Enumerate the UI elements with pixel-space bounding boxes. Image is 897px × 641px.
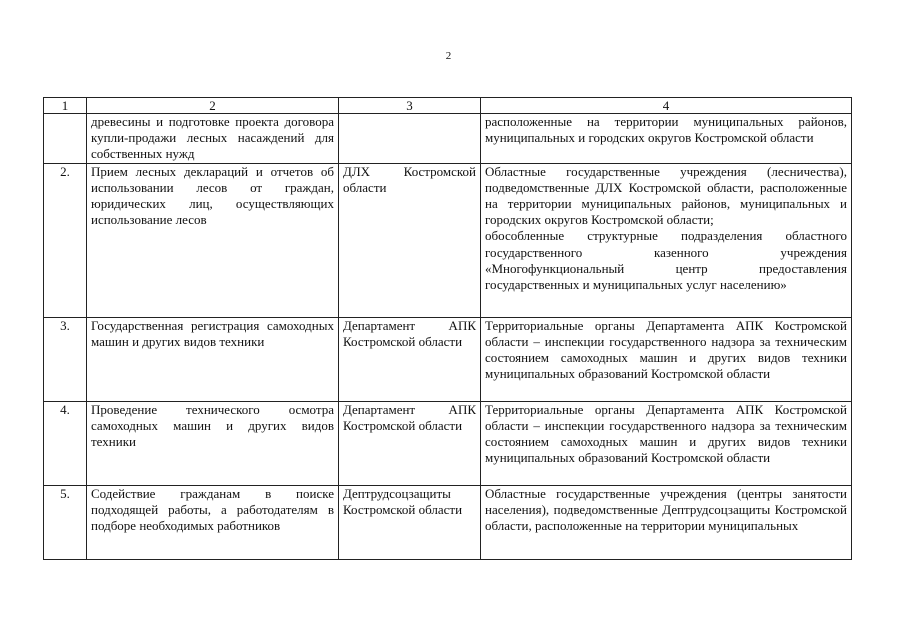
table-row [44, 317, 852, 401]
authority-cell [339, 114, 481, 164]
table-row [44, 114, 852, 164]
header-cell: 3 [339, 98, 481, 114]
page-number: 2 [445, 50, 452, 62]
row-number: 4. [44, 401, 87, 485]
providers-cell: расположенные на территории муниципальных районов, муниципальных и городских округов Костромской области [481, 114, 852, 164]
header-cell: 2 [87, 98, 339, 114]
table-row [44, 163, 852, 317]
authority-cell: Департамент АПК Костромской области [339, 401, 481, 485]
service-cell: древесины и подготовке проекта договора купли-продажи лесных насаждений для собственных нужд [87, 114, 339, 164]
service-cell: Проведение технического осмотра самоходных машин и других видов техники [87, 401, 339, 485]
row-number: 3. [44, 317, 87, 401]
providers-cell: Территориальные органы Департамента АПК Костромской области – инспекции государственного надзора за техническим состоянием самоходных машин и других видов техники муниципальных образований Костромской области [481, 317, 852, 401]
service-cell: Государственная регистрация самоходных машин и других видов техники [87, 317, 339, 401]
header-cell: 4 [481, 98, 852, 114]
providers-cell: Областные государственные учреждения (центры занятости населения), подведомственные Дептрудсоцзащиты Костромской области, расположенные на территории муниципальных [481, 485, 852, 585]
table-row [44, 401, 852, 485]
providers-cell: Территориальные органы Департамента АПК Костромской области – инспекции государственного надзора за техническим состоянием самоходных машин и других видов техники муниципальных образований Костромской области [481, 401, 852, 485]
services-table [43, 97, 852, 586]
providers-paragraph: Областные государственные учреждения (лесничества), подведомственные ДЛХ Костромской области, расположенные на территории муниципальных районов, муниципальных и городских округов Костромской области; [485, 163, 847, 228]
authority-cell: Департамент АПК Костромской области [339, 317, 481, 401]
table-header-row [44, 98, 852, 114]
service-cell: Содействие гражданам в поиске подходящей работы, а работодателям в подборе необходимых работников [87, 485, 339, 585]
providers-paragraph: обособленные структурные подразделения областного государственного казенного учреждения «Многофункциональный центр предоставления государственных и муниципальных услуг населению» [485, 228, 847, 293]
header-cell: 1 [44, 98, 87, 114]
providers-cell [481, 163, 852, 317]
service-cell: Прием лесных деклараций и отчетов об использовании лесов от граждан, юридических лиц, осуществляющих использование лесов [87, 163, 339, 317]
authority-cell: Дептрудсоцзащиты Костромской области [339, 485, 481, 585]
row-number [44, 114, 87, 164]
row-number: 2. [44, 163, 87, 317]
row-number: 5. [44, 485, 87, 585]
authority-cell: ДЛХ Костромской области [339, 163, 481, 317]
page-bottom-margin [43, 559, 852, 641]
